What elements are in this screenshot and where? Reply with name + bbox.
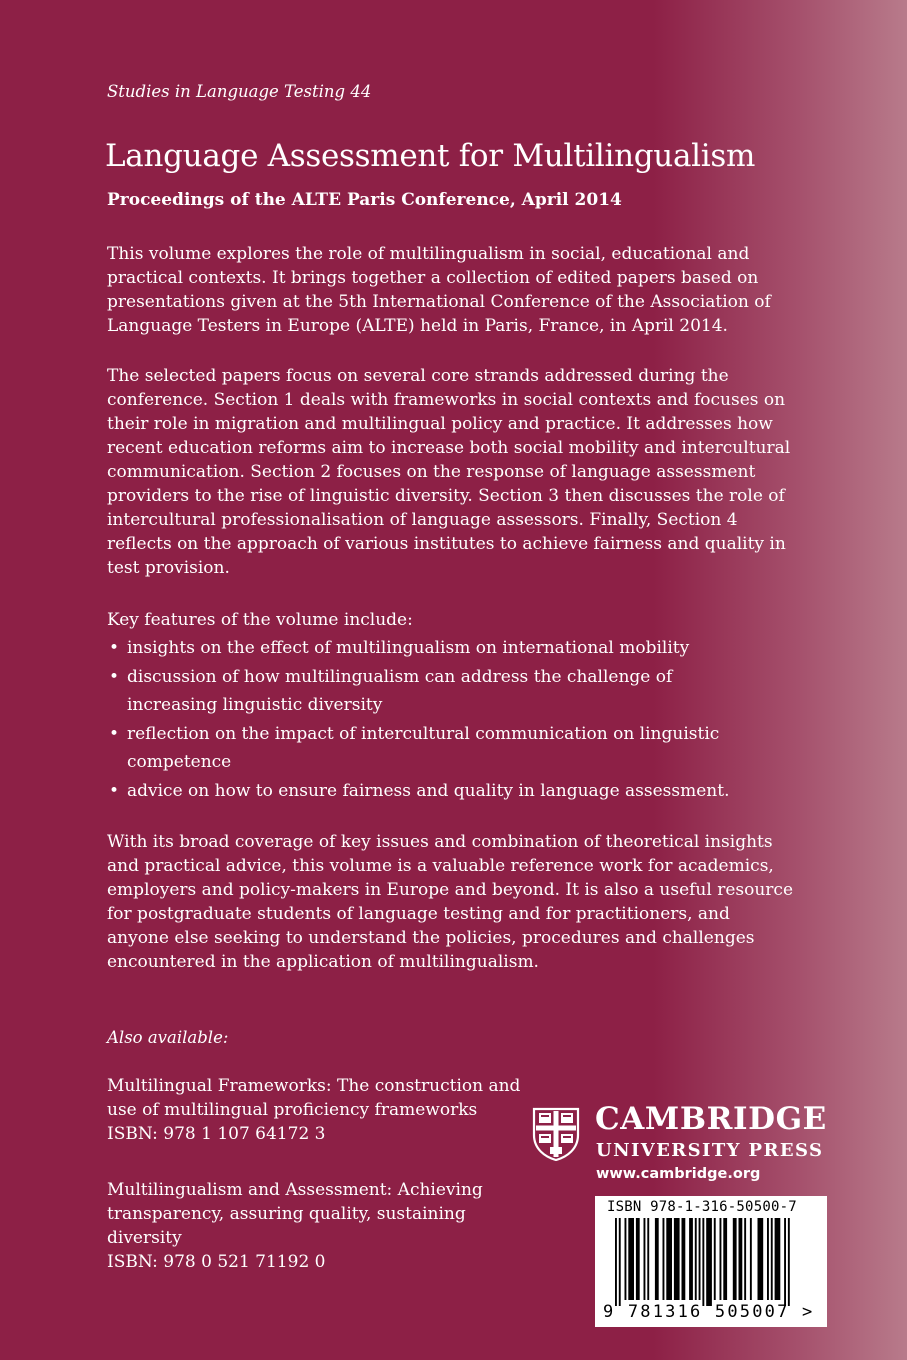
barcode-bar <box>655 1218 659 1300</box>
bullet-icon: • <box>109 638 120 658</box>
key-features-heading: Key features of the volume include: <box>107 610 413 630</box>
barcode-bar <box>682 1218 686 1300</box>
related-book-isbn: ISBN: 978 1 107 64172 3 <box>107 1124 326 1144</box>
publisher-url[interactable]: www.cambridge.org <box>596 1166 761 1182</box>
barcode-bar <box>767 1218 769 1300</box>
barcode-bar <box>744 1218 746 1300</box>
barcode-bar <box>699 1218 701 1300</box>
description-paragraph-1: This volume explores the role of multilingualism in social, educational and practical contexts. It brings together a collection of edited papers based on presentations given at the 5th International Conference of the Association of Language Testers in Europe (ALTE) held in Paris, France, in April 2014. <box>107 244 771 336</box>
feature-text: discussion of how multilingualism can address the challenge of increasing linguistic diversity <box>127 666 673 715</box>
feature-text: insights on the effect of multilingualism on international mobility <box>127 638 690 658</box>
description-paragraph-2: The selected papers focus on several core strands addressed during the conference. Section 1 deals with frameworks in social contexts and focuses on their role in migration and multilingual policy and practice. It addresses how recent education reforms aim to increase both social mobility and intercultural communication. Section 2 focuses on the response of language assessment providers to the rise of linguistic diversity. Section 3 then discusses the role of intercultural professionalisation of language assessors. Finally, Section 4 reflects on the approach of various institutes to achieve fairness and quality in test provision. <box>107 366 791 578</box>
barcode-bar <box>674 1218 680 1300</box>
barcode-bar <box>625 1218 627 1300</box>
barcode-bar <box>706 1218 712 1306</box>
barcode-isbn-label: ISBN 978-1-316-50500-7 <box>607 1199 797 1215</box>
list-item <box>107 720 747 777</box>
barcode-bar <box>666 1218 672 1300</box>
related-book-1 <box>107 1074 527 1146</box>
publisher-press: UNIVERSITY PRESS <box>596 1140 824 1161</box>
related-book-2 <box>107 1178 497 1274</box>
barcode-bar <box>758 1218 764 1300</box>
barcode-bar <box>714 1218 716 1300</box>
barcode-bar <box>702 1218 704 1306</box>
list-item <box>107 777 747 806</box>
cambridge-crest-icon <box>531 1107 581 1161</box>
publisher-name: CAMBRIDGE <box>595 1101 827 1137</box>
barcode-bar <box>644 1218 646 1300</box>
barcode-bar <box>663 1218 665 1300</box>
list-item <box>107 663 747 720</box>
related-book-title: Multilingual Frameworks: The construction and use of multilingual proficiency frameworks <box>107 1076 521 1120</box>
barcode-bar <box>695 1218 697 1300</box>
bullet-icon: • <box>109 780 120 801</box>
barcode-bar <box>733 1218 737 1300</box>
barcode-bar <box>723 1218 727 1300</box>
book-title: Language Assessment for Multilingualism <box>105 138 756 174</box>
barcode-bar <box>750 1218 752 1300</box>
barcode-bar <box>619 1218 621 1306</box>
feature-text: advice on how to ensure fairness and quality in language assessment. <box>127 780 730 801</box>
key-features-list <box>107 634 747 805</box>
list-item <box>107 634 747 663</box>
bullet-icon: • <box>109 723 120 744</box>
barcode-bar <box>628 1218 634 1300</box>
isbn-barcode <box>595 1196 827 1327</box>
book-subtitle: Proceedings of the ALTE Paris Conference, April 2014 <box>107 190 622 210</box>
barcode-bar <box>788 1218 790 1306</box>
barcode-bar <box>720 1218 722 1300</box>
barcode-bar <box>771 1218 773 1300</box>
related-book-isbn: ISBN: 978 0 521 71192 0 <box>107 1252 326 1272</box>
barcode-bar <box>636 1218 640 1300</box>
barcode-bar <box>689 1218 693 1300</box>
barcode-bar <box>775 1218 781 1300</box>
bullet-icon: • <box>109 666 120 687</box>
barcode-bar <box>647 1218 649 1300</box>
barcode-bar <box>739 1218 743 1300</box>
series-label: Studies in Language Testing 44 <box>107 82 372 101</box>
also-available-heading: Also available: <box>107 1028 229 1047</box>
description-paragraph-3: With its broad coverage of key issues and combination of theoretical insights and practical advice, this volume is a valuable reference work for academics, employers and policy-makers in Europe and beyond. It is also a useful resource for postgraduate students of language testing and for practitioners, and anyone else seeking to understand the policies, procedures and challenges encountered in the application of multilingualism. <box>107 832 794 972</box>
barcode-digits: 9 781316 505007 > <box>603 1302 815 1322</box>
barcode-bar <box>784 1218 786 1306</box>
barcode-bar <box>615 1218 617 1306</box>
related-book-title: Multilingualism and Assessment: Achieving transparency, assuring quality, sustaining diversity <box>107 1180 483 1248</box>
feature-text: reflection on the impact of intercultural communication on linguistic competence <box>127 723 720 772</box>
